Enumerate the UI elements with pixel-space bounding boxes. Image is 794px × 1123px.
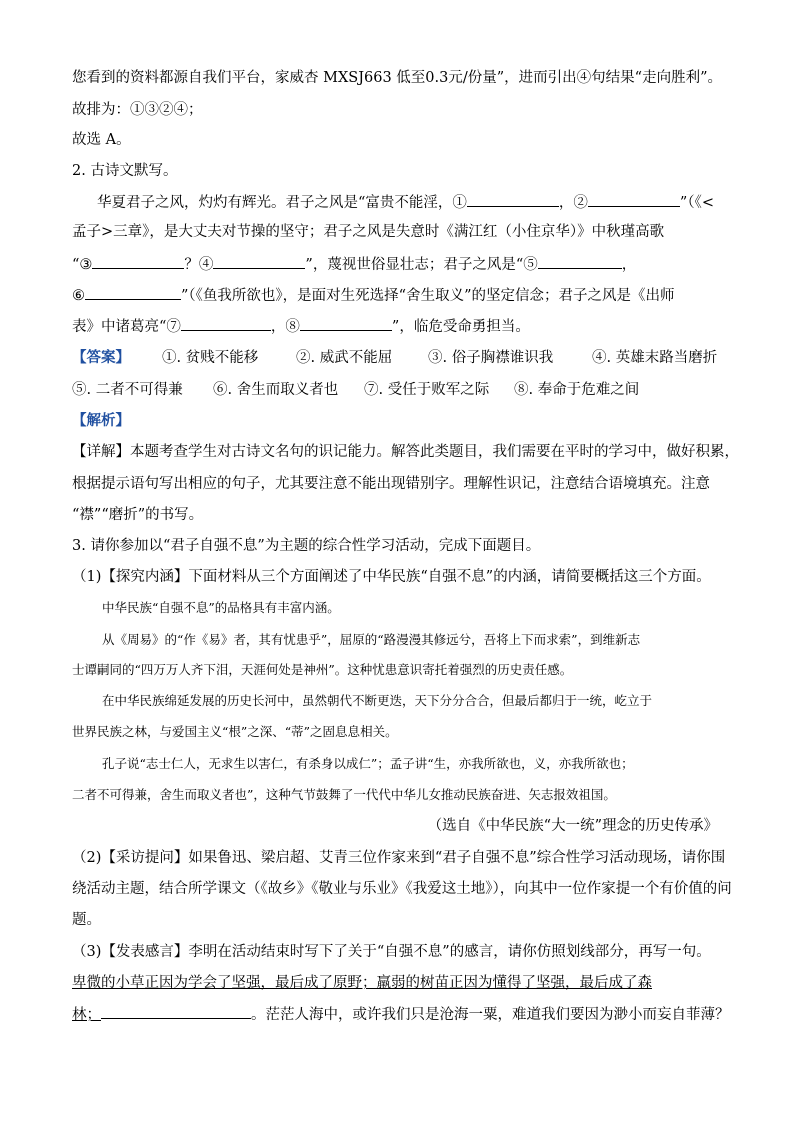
material-line: 在中华民族绵延发展的历史长河中，虽然朝代不断更迭，天下分分合合，但最后都归于一统，屹立于 xyxy=(102,693,653,708)
question-3-title: 3. 请你参加以“君子自强不息”为主题的综合性学习活动，完成下面题目。 xyxy=(72,538,541,554)
answer-item: ④. 英雄末路当磨折 xyxy=(592,350,718,366)
answer-tag: 【答案】 xyxy=(72,349,130,366)
text: ？④ xyxy=(184,257,214,273)
text: ”，临危受命勇担当。 xyxy=(391,319,530,335)
underlined-sentence: 卑微的小草正因为学会了坚强，最后成了原野；羸弱的树苗正因为懂得了坚强，最后成了森 xyxy=(72,975,652,991)
fill-blank[interactable] xyxy=(538,254,622,269)
material-line: 二者不可得兼，舍生而取义者也”，这种气节鼓舞了一代代中华儿女推动民族奋进、矢志报效祖国。 xyxy=(72,787,616,802)
text: ， xyxy=(621,257,637,273)
q3-part-2: 绕活动主题，结合所学课文（《故乡》《敬业与乐业》《我爱这土地》），向其中一位作家提一个有价值的问 xyxy=(72,881,732,897)
detail-line: “襟”“磨折”的书写。 xyxy=(72,507,204,523)
text-line: 您看到的资料都源自我们平台，家威杏 MXSJ663 低至0.3元/份量”，进而引出④句结果“走向胜利”。 xyxy=(72,70,722,86)
text-line: 故排为：①③②④； xyxy=(72,102,203,118)
detail-line: 根据提示语句写出相应的句子，尤其要注意不能出现错别字。理解性识记，注意结合语境填充。注意 xyxy=(72,476,710,492)
material-line: 孔子说“志士仁人，无求生以害仁，有杀身以成仁”；孟子讲“生，亦我所欲也，义，亦我所欲也； xyxy=(102,756,634,771)
answer-item: ⑤. 二者不可得兼 xyxy=(72,382,183,398)
material-line: 世界民族之林，与爱国主义“根”之深、“蒂”之固息息相关。 xyxy=(72,724,398,739)
answer-item: ⑦. 受任于败军之际 xyxy=(364,382,490,398)
answer-item: ①. 贫贱不能移 xyxy=(162,350,259,366)
material-line: 士谭嗣同的“四万万人齐下泪，天涯何处是神州”。这种忧患意识寄托着强烈的历史责任感。 xyxy=(72,662,573,677)
text: ”，蔑视世俗显壮志；君子之风是“⑤ xyxy=(305,257,538,273)
text: 表》中诸葛亮“⑦ xyxy=(72,319,181,335)
q3-part-3-line xyxy=(72,1004,730,1025)
underlined-text: 林； xyxy=(72,1007,101,1023)
text: 华夏君子之风，灼灼有辉光。君子之风是“富贵不能淫，① xyxy=(97,195,467,211)
text: ⑥ xyxy=(72,288,85,304)
answer-item: ⑧. 奉命于危难之间 xyxy=(514,382,640,398)
q3-part-2: 题。 xyxy=(72,912,101,928)
fill-blank[interactable] xyxy=(92,254,184,269)
q2-paragraph-line xyxy=(72,285,675,306)
fill-blank[interactable] xyxy=(85,285,181,300)
answer-item: ⑥. 舍生而取义者也 xyxy=(213,382,339,398)
material-line: 从《周易》的“作《易》者，其有忧患乎”，屈原的“路漫漫其修远兮，吾将上下而求索”，到维新志 xyxy=(102,632,641,647)
analysis-tag: 【解析】 xyxy=(72,412,130,429)
material-source: （选自《中华民族“大一统”理念的历史传承》 xyxy=(427,818,718,834)
text-line: 故选 A。 xyxy=(72,132,131,148)
text: ”（《< xyxy=(679,195,714,211)
text: ”（《鱼我所欲也》，是面对生死选择“舍生取义”的坚定信念；君子之风是《出师 xyxy=(181,288,675,304)
q2-paragraph-line: 孟子>三章》，是大丈夫对节操的坚守；君子之风是失意时《满江红（小住京华）》中秋瑾高歌 xyxy=(72,224,665,240)
q2-paragraph-line xyxy=(97,192,714,213)
question-2-title: 2. 古诗文默写。 xyxy=(72,163,178,179)
material-line: 中华民族“自强不息”的品格具有丰富内涵。 xyxy=(102,600,340,615)
q3-part-2: （2)【采访提问】如果鲁迅、梁启超、艾青三位作家来到“君子自强不息”综合性学习活动现场，请你围 xyxy=(72,850,726,866)
text: 。茫茫人海中，或许我们只是沧海一粟，难道我们要因为渺小而妄自菲薄？ xyxy=(251,1007,730,1023)
fill-blank[interactable] xyxy=(588,192,680,207)
answer-item: ②. 威武不能屈 xyxy=(296,350,393,366)
q2-paragraph-line xyxy=(72,254,636,275)
fill-blank[interactable] xyxy=(213,254,305,269)
text: “③ xyxy=(72,257,93,273)
q2-paragraph-line xyxy=(72,316,530,337)
fill-blank[interactable] xyxy=(300,316,392,331)
q3-part-3: （3)【发表感言】李明在活动结束时写下了关于“自强不息”的感言，请你仿照划线部分，再写一句。 xyxy=(72,944,711,960)
fill-blank[interactable] xyxy=(467,192,559,207)
q3-part-1: （1)【探究内涵】下面材料从三个方面阐述了中华民族“自强不息”的内涵，请简要概括这三个方面。 xyxy=(72,569,711,585)
fill-blank[interactable] xyxy=(181,316,271,331)
text: ，② xyxy=(558,195,588,211)
text: ，⑧ xyxy=(270,319,300,335)
fill-blank[interactable] xyxy=(101,1004,251,1019)
detail-line: 【详解】本题考查学生对古诗文名句的识记能力。解答此类题目，我们需要在平时的学习中，做好积累， xyxy=(72,444,739,460)
answer-item: ③. 俗子胸襟谁识我 xyxy=(428,350,554,366)
